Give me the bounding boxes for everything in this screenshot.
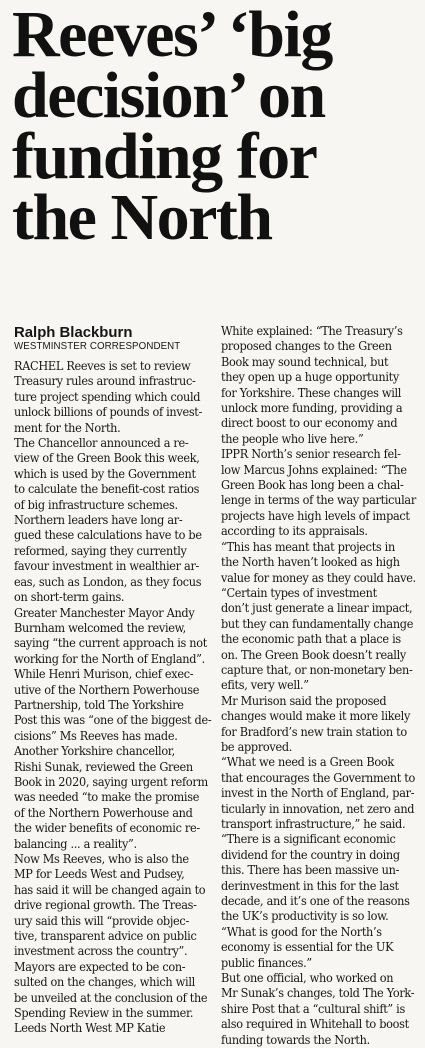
article-text-line: unlock more funding, providing a (221, 401, 403, 416)
article-text-line: of the Northern Powerhouse and (14, 805, 193, 820)
article-text-line: capture that, or non-monetary ben- (221, 662, 413, 677)
article-text-line: balancing ... a reality”. (14, 836, 137, 851)
article-text-line: unlock billions of pounds of invest- (14, 405, 203, 420)
headline-line: the North (12, 181, 272, 254)
article-text-line: Greater Manchester Mayor Andy (14, 605, 195, 620)
article-text-line: according to its appraisals. (221, 524, 368, 539)
article-text-line: MP for Leeds West and Pudsey, (14, 867, 185, 882)
article-text-line: Another Yorkshire chancellor, (14, 744, 175, 759)
article-text-line: to calculate the benefit-cost ratios (14, 482, 200, 497)
article-column-left (14, 324, 212, 1037)
article-text-line: decade, and it’s one of the reasons (221, 894, 410, 909)
article-text-line: Mr Murison said the proposed (221, 693, 387, 708)
article-text-line: Northern leaders have long ar- (14, 513, 183, 528)
article-text-line: cisions” Ms Reeves has made. (14, 728, 178, 743)
article-column-right (221, 324, 416, 1048)
article-text-line: While Henri Murison, chief exec- (14, 667, 194, 682)
article-text-line: public finances.” (221, 955, 312, 970)
article-text-line: also required in Whitehall to boost (221, 1017, 409, 1032)
article-text-line: Green Book has long been a chal- (221, 478, 404, 493)
article-text-line: drive regional growth. The Treas- (14, 898, 197, 913)
article-text-line: lenge in terms of the way particular (221, 493, 416, 508)
article-text-line: Now Ms Reeves, who is also the (14, 852, 189, 866)
article-text-line: the people who live here.” (221, 431, 364, 446)
article-text-line: funding towards the North. (221, 1032, 370, 1047)
article-text-line: they open up a huge opportunity (221, 370, 399, 385)
article-text-line: “What is good for the North’s (221, 924, 382, 939)
article-text-line: on. The Green Book doesn’t really (221, 647, 406, 662)
article-text-line: investment across the country”. (14, 944, 188, 959)
article-text-line: reformed, saying they currently (14, 543, 187, 558)
article-text-line: sulted on the changes, which will (14, 975, 195, 990)
article-text-line: Post this was “one of the biggest de- (14, 713, 212, 728)
article-text-line: on short-term gains. (14, 590, 125, 605)
article-text-line: invest in the North of England, par- (221, 786, 415, 801)
article-text-line: White explained: “The Treasury’s (221, 324, 403, 338)
article-text-line: low Marcus Johns explained: “The (221, 462, 407, 477)
article-text-line: Book in 2020, saying urgent reform (14, 774, 208, 789)
article-text-line: dividend for the country in doing (221, 847, 400, 862)
article-text-line: of big infrastructure schemes. (14, 497, 178, 512)
article-text-line: but they can fundamentally change (221, 616, 414, 631)
article-text-line: utive of the Northern Powerhouse (14, 682, 200, 697)
byline-role: WESTMINSTER CORRESPONDENT (14, 341, 181, 352)
article-text-line: don’t just generate a linear impact, (221, 601, 413, 616)
article-text-line: the wider benefits of economic re- (14, 821, 200, 836)
headline (12, 0, 417, 254)
article-text-line: for Bradford’s new train station to (221, 724, 407, 739)
article-text-line: saying “the current approach is not (14, 636, 207, 651)
article-text-line: ticularly in innovation, net zero and (221, 801, 415, 816)
article-text-line: has said it will be changed again to (14, 882, 206, 897)
article-text-line: efits, very well.” (221, 678, 309, 693)
byline-author: Ralph Blackburn (14, 324, 133, 341)
article-text-line: Mayors are expected to be con- (14, 959, 186, 974)
article-text-line: Spending Review in the summer. (14, 1006, 194, 1021)
article-text-line: ury said this will “provide objec- (14, 913, 189, 928)
article-text-line: Leeds North West MP Katie (14, 1021, 166, 1036)
article-text-line: view of the Green Book this week, (14, 451, 200, 466)
article-text-line: Partnership, told The Yorkshire (14, 697, 184, 712)
article-text-line: “This has meant that projects in (221, 539, 395, 554)
article-text-line: the North haven’t looked as high (221, 555, 400, 570)
article-text-line: But one official, who worked on (221, 971, 394, 986)
article-text-line: Rishi Sunak, reviewed the Green (14, 759, 193, 774)
article-text-line: projects have high levels of impact (221, 508, 410, 523)
article-text-line: gued these calculations have to be (14, 528, 202, 543)
article-text-line: eas, such as London, as they focus (14, 574, 202, 589)
headline-line: funding for (12, 120, 317, 193)
article-text-line: RACHEL Reeves is set to review (14, 359, 191, 373)
article-text-line: for Yorkshire. These changes will (221, 385, 402, 400)
article-text-line: ture project spending which could (14, 389, 201, 404)
article-text-line: Mr Sunak’s changes, told The York- (221, 986, 415, 1001)
article-text-line: this. There has been massive un- (221, 863, 400, 878)
article-text-line: working for the North of England”. (14, 651, 205, 666)
article-text-line: Book may sound technical, but (221, 354, 389, 369)
article-text-line: economy is essential for the UK (221, 940, 394, 955)
article-text-line: tive, transparent advice on public (14, 929, 197, 944)
article-text-line: that encourages the Government to (221, 770, 415, 785)
article-text-line: be approved. (221, 739, 293, 754)
article-text-line: “What we need is a Green Book (221, 755, 394, 770)
article-text-line: IPPR North’s senior research fel- (221, 447, 401, 462)
article-text-line: be unveiled at the conclusion of the (14, 990, 208, 1005)
article-text-line: value for money as they could have. (221, 570, 416, 585)
article-text-line: transport infrastructure,” he said. (221, 817, 406, 831)
article-text-line: ment for the North. (14, 420, 121, 435)
article-text-line: “There is a significant economic (221, 832, 396, 847)
article-text-line: was needed “to make the promise (14, 790, 200, 805)
article-text-line: Burnham welcomed the review, (14, 620, 186, 635)
headline-line: decision’ on (12, 59, 325, 132)
article-text-line: proposed changes to the Green (221, 339, 392, 354)
article-text-line: derinvestment in this for the last (221, 878, 399, 893)
headline-line: Reeves’ ‘big (12, 0, 332, 71)
article-text-line: favour investment in wealthier ar- (14, 559, 200, 574)
article-text-line: Treasury rules around infrastruc- (14, 374, 196, 389)
article-text-line: the economic path that a place is (221, 632, 401, 647)
article-text-line: The Chancellor announced a re- (14, 436, 189, 451)
article-text-line: direct boost to our economy and (221, 416, 398, 431)
article-text-line: which is used by the Government (14, 466, 196, 481)
article-text-line: shire Post that a “cultural shift” is (221, 1001, 405, 1016)
article-text-line: the UK’s productivity is so low. (221, 909, 389, 924)
article-text-line: “Certain types of investment (221, 585, 377, 600)
article-text-line: changes would make it more likely (221, 709, 411, 724)
